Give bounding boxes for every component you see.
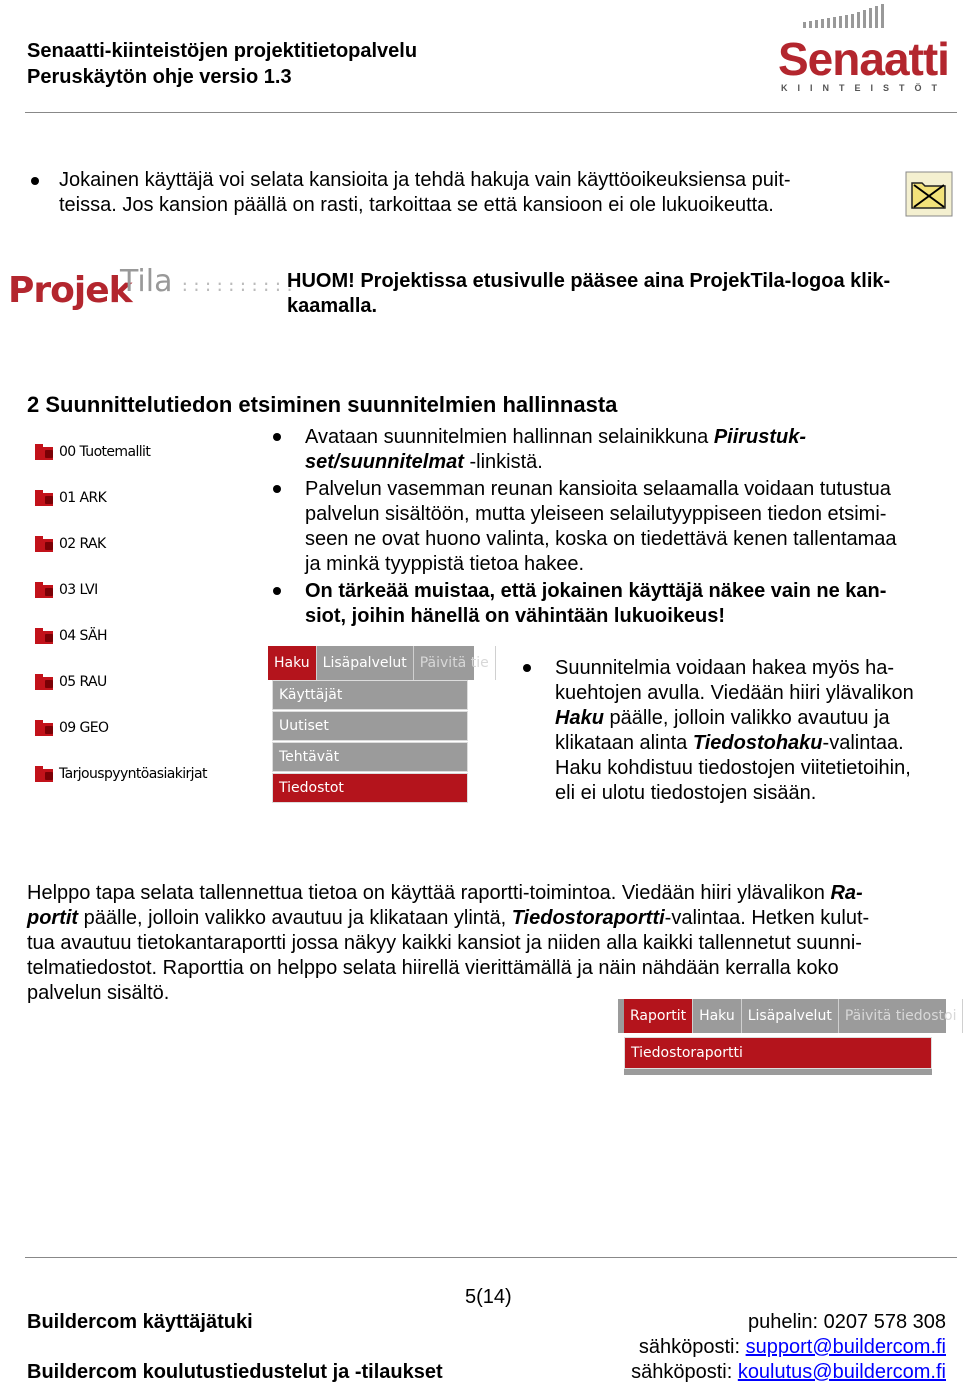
folder-icon — [35, 720, 55, 736]
menu-paivita[interactable]: Päivitä tie — [414, 646, 496, 680]
support-email-link[interactable]: support@buildercom.fi — [745, 1336, 946, 1358]
footer-divider — [25, 1257, 957, 1258]
projektila-logo-dots: :::::::::: — [180, 276, 297, 295]
report-paragraph — [27, 881, 947, 1006]
menu-item-tehtavat[interactable]: Tehtävät — [272, 742, 468, 772]
projektila-logo-tila: Tila — [120, 264, 173, 299]
bullet-dot — [31, 177, 39, 185]
menu-bottom-edge — [624, 1069, 932, 1075]
text-span: -linkistä. — [463, 451, 543, 473]
folder-item[interactable] — [35, 487, 106, 509]
bullet-browse-folders — [305, 477, 897, 577]
bullet-open-drawings — [305, 425, 806, 475]
text-span: päälle, jolloin valikko avautuu ja klikataan ylintä, — [78, 907, 512, 929]
bullet-search — [555, 656, 914, 806]
menu-item-tiedostoraportti[interactable]: Tiedostoraportti — [624, 1037, 932, 1069]
footer-support-title: Buildercom käyttäjätuki — [27, 1311, 253, 1333]
folder-icon — [35, 536, 55, 552]
logo-subtitle: KIINTEISTÖT — [781, 83, 947, 93]
folder-item[interactable] — [35, 533, 106, 555]
footer-email-training — [631, 1361, 946, 1384]
folder-label: 03 LVI — [59, 582, 98, 598]
menu-bar — [268, 646, 489, 680]
projektila-logo[interactable] — [8, 264, 297, 316]
menu-bar — [618, 999, 957, 1033]
huom-line-2: kaamalla. — [287, 295, 378, 317]
bullet-dot — [273, 587, 281, 595]
folder-icon — [35, 444, 55, 460]
menu-item-uutiset[interactable]: Uutiset — [272, 711, 468, 741]
huom-note — [287, 269, 890, 319]
text-span: -valintaa. Hetken kulut- — [664, 907, 870, 929]
text-span: klikataan alinta — [555, 732, 693, 754]
text-line: palvelun sisältö. — [27, 982, 170, 1004]
folder-item[interactable] — [35, 625, 107, 647]
folder-item[interactable] — [35, 671, 107, 693]
intro-line-2: teissa. Jos kansion päällä on rasti, tarkoittaa se että kansioon ei ole lukuoikeutta. — [59, 194, 774, 216]
text-line: kuehtojen avulla. Viedään hiiri ylävalikon — [555, 682, 914, 704]
bullet-dot — [273, 485, 281, 493]
footer-phone: puhelin: 0207 578 308 — [748, 1311, 946, 1333]
text-span: Avataan suunnitelmien hallinnan selainikkuna — [305, 426, 714, 448]
folder-label: 04 SÄH — [59, 628, 107, 644]
emphasis-span: set/suunnitelmat — [305, 451, 464, 473]
intro-line-1: Jokainen käyttäjä voi selata kansioita ja tehdä hakuja vain käyttöoikeuksiensa puit- — [59, 169, 791, 191]
emphasis-span: Piirustuk- — [713, 426, 807, 448]
folder-icon — [35, 674, 55, 690]
emphasis-span: Tiedostohaku — [692, 732, 823, 754]
text-span: Helppo tapa selata tallennettua tietoa on käyttää raportti-toimintoa. Viedään hiiri ylävalikon — [27, 882, 831, 904]
menu-lisapalvelut[interactable]: Lisäpalvelut — [742, 999, 839, 1033]
section-heading: 2 Suunnittelutiedon etsiminen suunnitelmien hallinnasta — [27, 392, 618, 417]
folder-icon — [35, 490, 55, 506]
menu-lisapalvelut[interactable]: Lisäpalvelut — [317, 646, 414, 680]
footer-training-title: Buildercom koulutustiedustelut ja -tilaukset — [27, 1361, 443, 1383]
emphasis-span: portit — [27, 907, 79, 929]
header-divider — [25, 112, 957, 113]
title-line-1: Senaatti-kiinteistöjen projektitietopalvelu — [27, 40, 418, 62]
bullet-dot — [273, 433, 281, 441]
folder-item[interactable] — [35, 717, 108, 739]
folder-label: 09 GEO — [59, 720, 109, 736]
emphasis-span: Ra- — [830, 882, 863, 904]
footer-email-support — [639, 1336, 946, 1359]
huom-line-1: HUOM! Projektissa etusivulle pääsee aina ProjekTila-logoa klik- — [287, 270, 891, 292]
text-line: eli ei ulotu tiedostojen sisään. — [555, 782, 817, 804]
projektila-logo-projek: Projek — [8, 270, 132, 311]
folder-item[interactable] — [35, 441, 150, 463]
no-access-folder-icon — [905, 171, 953, 217]
menu-item-tiedostot[interactable]: Tiedostot — [272, 773, 468, 803]
emphasis-span: Tiedostoraportti — [511, 907, 665, 929]
folder-label: 01 ARK — [59, 490, 107, 506]
emphasis-span: Haku — [555, 707, 604, 729]
menu-paivita[interactable]: Päivitä tiedostoi — [839, 999, 964, 1033]
logo-wordmark: Senaatti — [778, 33, 949, 85]
menu-item-kayttajat[interactable]: Käyttäjät — [272, 680, 468, 710]
folder-icon — [35, 582, 55, 598]
text-line: telmatiedostot. Raporttia on helppo selata hiirellä vierittämällä ja näin nähdään kerralla koko — [27, 957, 839, 979]
folder-icon — [35, 628, 55, 644]
text-line: Suunnitelmia voidaan hakea myös ha- — [555, 657, 895, 679]
haku-menu-screenshot — [268, 646, 489, 806]
text-line: Palvelun vasemman reunan kansioita selaamalla voidaan tutustua — [305, 478, 891, 500]
text-line: tua avautuu tietokantaraportti jossa näkyy kaikki kansiot ja niiden alla kaikki tallennetut suunni- — [27, 932, 862, 954]
folder-item[interactable] — [35, 579, 98, 601]
senaatti-logo — [778, 2, 948, 94]
bullet-read-access — [305, 579, 886, 629]
email-label: sähköposti: — [638, 1336, 746, 1358]
title-line-2: Peruskäytön ohje versio 1.3 — [27, 66, 292, 88]
text-line: siot, joihin hänellä on vähintään lukuoikeus! — [305, 605, 726, 627]
menu-raportit[interactable]: Raportit — [624, 999, 693, 1033]
text-line: palvelun sisältöön, mutta yleiseen selailutyyppiseen tiedon etsimi- — [305, 503, 887, 525]
folder-label: 02 RAK — [59, 536, 106, 552]
intro-paragraph — [59, 168, 791, 218]
folder-label: 00 Tuotemallit — [59, 444, 151, 460]
menu-haku[interactable]: Haku — [693, 999, 742, 1033]
bullet-dot — [523, 664, 531, 672]
folder-icon — [35, 766, 55, 782]
text-line: seen ne ovat huono valinta, koska on tiedettävä kenen tallentamaa — [305, 528, 897, 550]
folder-label: 05 RAU — [59, 674, 107, 690]
document-title — [27, 38, 417, 90]
folder-item[interactable] — [35, 763, 207, 785]
text-line: Haku kohdistuu tiedostojen viitetietoihin, — [555, 757, 911, 779]
page-number: 5(14) — [465, 1286, 512, 1308]
email-label: sähköposti: — [631, 1361, 738, 1383]
text-line: On tärkeää muistaa, että jokainen käyttäjä näkee vain ne kan- — [305, 580, 887, 602]
text-line: ja minkä tyyppistä tietoa hakee. — [305, 553, 585, 575]
training-email-link[interactable]: koulutus@buildercom.fi — [737, 1361, 946, 1383]
raportit-menu-screenshot — [618, 999, 957, 1077]
text-span: päälle, jolloin valikko avautuu ja — [603, 707, 890, 729]
menu-haku[interactable]: Haku — [268, 646, 317, 680]
text-span: -valintaa. — [822, 732, 904, 754]
folder-label: Tarjouspyyntöasiakirjat — [59, 766, 207, 782]
